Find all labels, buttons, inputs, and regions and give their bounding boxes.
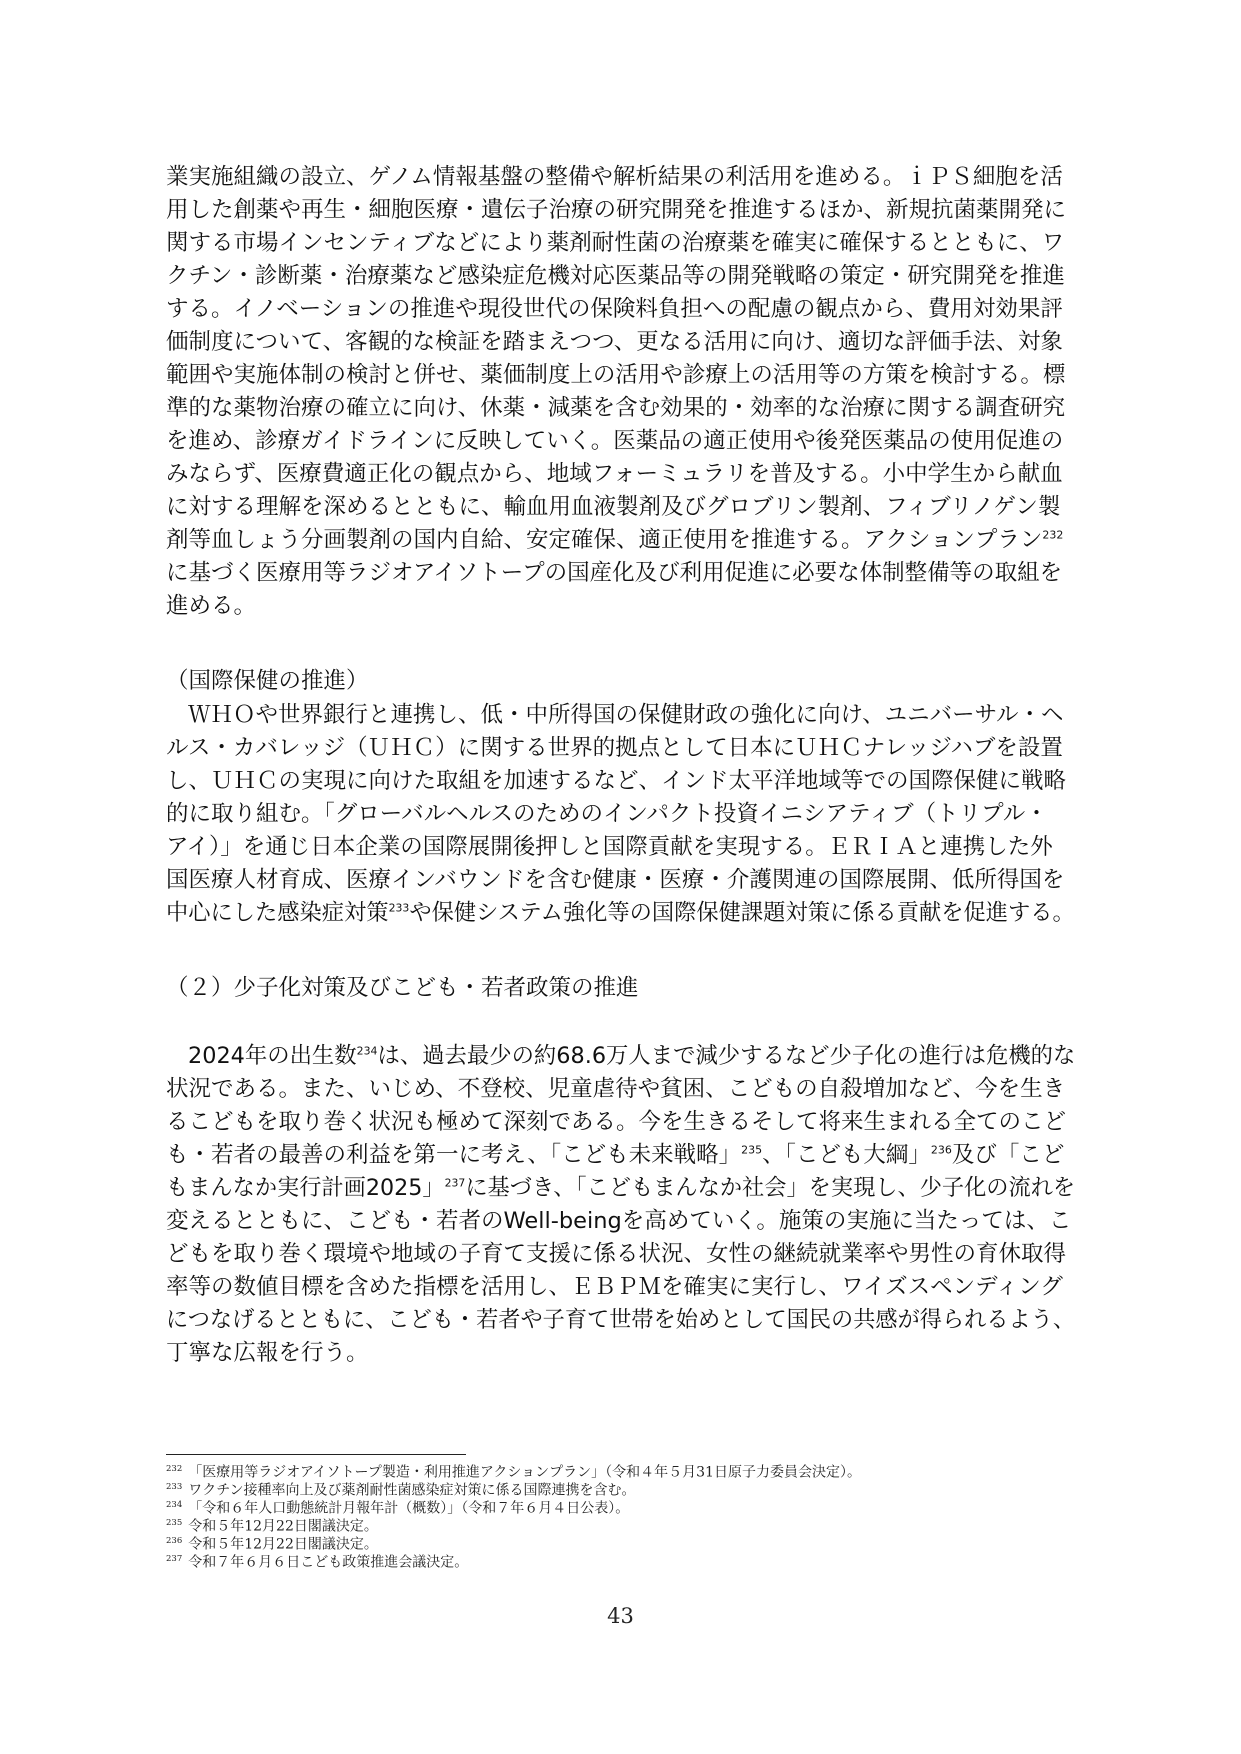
text-line: るこどもを取り巻く状況も極めて深刻である。今を生きるそして将来生まれる全てのこど	[166, 1109, 1067, 1135]
footnote-number: 234	[166, 1500, 183, 1510]
text-line: につなげるとともに、こども・若者や子育て世帯を始めとして国民の共感が得られるよう、	[166, 1307, 1076, 1333]
text-line	[166, 524, 1063, 557]
text-line	[166, 1139, 1064, 1172]
footnote-number: 237	[166, 1554, 183, 1564]
text-line: 用した創薬や再生・細胞医療・遺伝子治療の研究開発を推進するほか、新規抗菌薬開発に	[166, 197, 1067, 223]
text-line: ＷＨＯや世界銀行と連携し、低・中所得国の保健財政の強化に向け、ユニバーサル・ヘ	[188, 702, 1064, 728]
text-line: ルス・カバレッジ（ＵＨＣ）に関する世界的拠点として日本にＵＨＣナレッジハブを設置	[166, 735, 1063, 761]
text-segment: に基づき、「こどもまんなか社会」を実現し、少子化の流れを	[465, 1175, 1076, 1201]
text-line	[166, 897, 1075, 930]
page-number: 43	[607, 1604, 634, 1628]
text-line: し、ＵＨＣの実現に向けた取組を加速するなど、インド太平洋地域等での国際保健に戦略	[166, 768, 1067, 794]
text-line: クチン・診断薬・治療薬など感染症危機対応医薬品等の開発戦略の策定・研究開発を推進	[166, 263, 1065, 289]
footnote-text: 令和７年６月６日こども政策推進会議決定。	[188, 1554, 469, 1571]
text-segment: や保健システム強化等の国際保健課題対策に係る貢献を促進する。	[409, 900, 1075, 926]
text-segment: 剤等血しょう分画製剤の国内自給、安定確保、適正使用を推進する。アクションプラン	[166, 527, 1043, 553]
text-segment: もまんなか実行計画2025」	[166, 1175, 445, 1201]
footnote-ref[interactable]: 237	[444, 1176, 466, 1190]
text-segment: 及び「こど	[951, 1142, 1065, 1168]
text-segment: も・若者の最善の利益を第一に考え、「こども未来戦略」	[166, 1142, 742, 1168]
footnote-item	[166, 1550, 468, 1572]
footnote-text: 令和５年12月22日閣議決定。	[188, 1536, 378, 1553]
footnote-ref[interactable]: 236	[930, 1143, 952, 1157]
text-line: する。イノベーションの推進や現役世代の保険料負担への配慮の観点から、費用対効果評	[166, 296, 1063, 322]
text-line: 的に取り組む。「グローバルヘルスのためのインパクト投資イニシアティブ（トリプル・	[166, 801, 1048, 827]
footnote-text: 「医療用等ラジオアイソトープ製造・利用推進アクションプラン」（令和４年５月31日原子力委員会決定）。	[188, 1464, 861, 1481]
footnote-number: 236	[166, 1536, 183, 1546]
text-segment: は、過去最少の約68.6万人まで減少するなど少子化の進行は危機的な	[377, 1043, 1076, 1069]
text-line: 進める。	[166, 593, 257, 619]
text-line: 準的な薬物治療の確立に向け、休薬・減薬を含む効果的・効率的な治療に関する調査研究	[166, 395, 1066, 421]
footnote-ref[interactable]: 234	[356, 1044, 378, 1058]
footnote-ref[interactable]: 232	[1042, 528, 1064, 542]
text-line: 関する市場インセンティブなどにより薬剤耐性菌の治療薬を確実に確保するとともに、ワ	[166, 230, 1065, 256]
text-segment: 中心にした感染症対策	[166, 900, 389, 926]
footnote-number: 233	[166, 1482, 183, 1492]
text-line: 状況である。また、いじめ、不登校、児童虐待や貧困、こどもの自殺増加など、今を生き	[166, 1076, 1066, 1102]
text-line: を進め、診療ガイドラインに反映していく。医薬品の適正使用や後発医薬品の使用促進の	[166, 428, 1064, 454]
section-heading-children: （２）少子化対策及びこども・若者政策の推進	[166, 975, 639, 1001]
text-line: 業実施組織の設立、ゲノム情報基盤の整備や解析結果の利活用を進める。ｉＰＳ細胞を活	[166, 164, 1063, 190]
footnote-divider	[166, 1454, 466, 1455]
footnote-text: 「令和６年人口動態統計月報年計（概数）」（令和７年６月４日公表）。	[188, 1500, 630, 1517]
footnote-text: ワクチン接種率向上及び薬剤耐性菌感染症対策に係る国際連携を含む。	[188, 1482, 636, 1499]
text-line: 丁寧な広報を行う。	[166, 1340, 369, 1366]
text-line: に基づく医療用等ラジオアイソトープの国産化及び利用促進に必要な体制整備等の取組を	[166, 560, 1063, 586]
text-line: アイ）」を通じ日本企業の国際展開後押しと国際貢献を実現する。ＥＲＩＡと連携した外	[166, 834, 1053, 860]
section-heading-intl-health: （国際保健の推進）	[166, 668, 369, 694]
text-line: みならず、医療費適正化の観点から、地域フォーミュラリを普及する。小中学生から献血	[166, 461, 1063, 487]
footnote-ref[interactable]: 233	[388, 901, 410, 915]
text-segment: 、「こども大綱」	[762, 1142, 931, 1168]
footnote-text: 令和５年12月22日閣議決定。	[188, 1518, 378, 1535]
text-line: 変えるとともに、こども・若者のWell-beingを高めていく。施策の実施に当たっては、こ	[166, 1208, 1072, 1234]
text-line: 国医療人材育成、医療インバウンドを含む健康・医療・介護関連の国際展開、低所得国を	[166, 867, 1065, 893]
footnote-number: 232	[166, 1464, 183, 1474]
text-segment: 2024年の出生数	[188, 1043, 357, 1069]
footnote-number: 235	[166, 1518, 183, 1528]
text-line: 価制度について、客観的な検証を踏まえつつ、更なる活用に向け、適切な評価手法、対象	[166, 329, 1063, 355]
text-line: どもを取り巻く環境や地域の子育て支援に係る状況、女性の継続就業率や男性の育休取得	[166, 1241, 1067, 1267]
footnote-ref[interactable]: 235	[741, 1143, 763, 1157]
text-line	[188, 1040, 1075, 1073]
text-line: 率等の数値目標を含めた指標を活用し、ＥＢＰＭを確実に実行し、ワイズスペンディング	[166, 1274, 1063, 1300]
text-line	[166, 1172, 1075, 1205]
text-line: 範囲や実施体制の検討と併せ、薬価制度上の活用や診療上の活用等の方策を検討する。標	[166, 362, 1066, 388]
text-line: に対する理解を深めるとともに、輸血用血液製剤及びグロブリン製剤、フィブリノゲン製	[166, 494, 1061, 520]
